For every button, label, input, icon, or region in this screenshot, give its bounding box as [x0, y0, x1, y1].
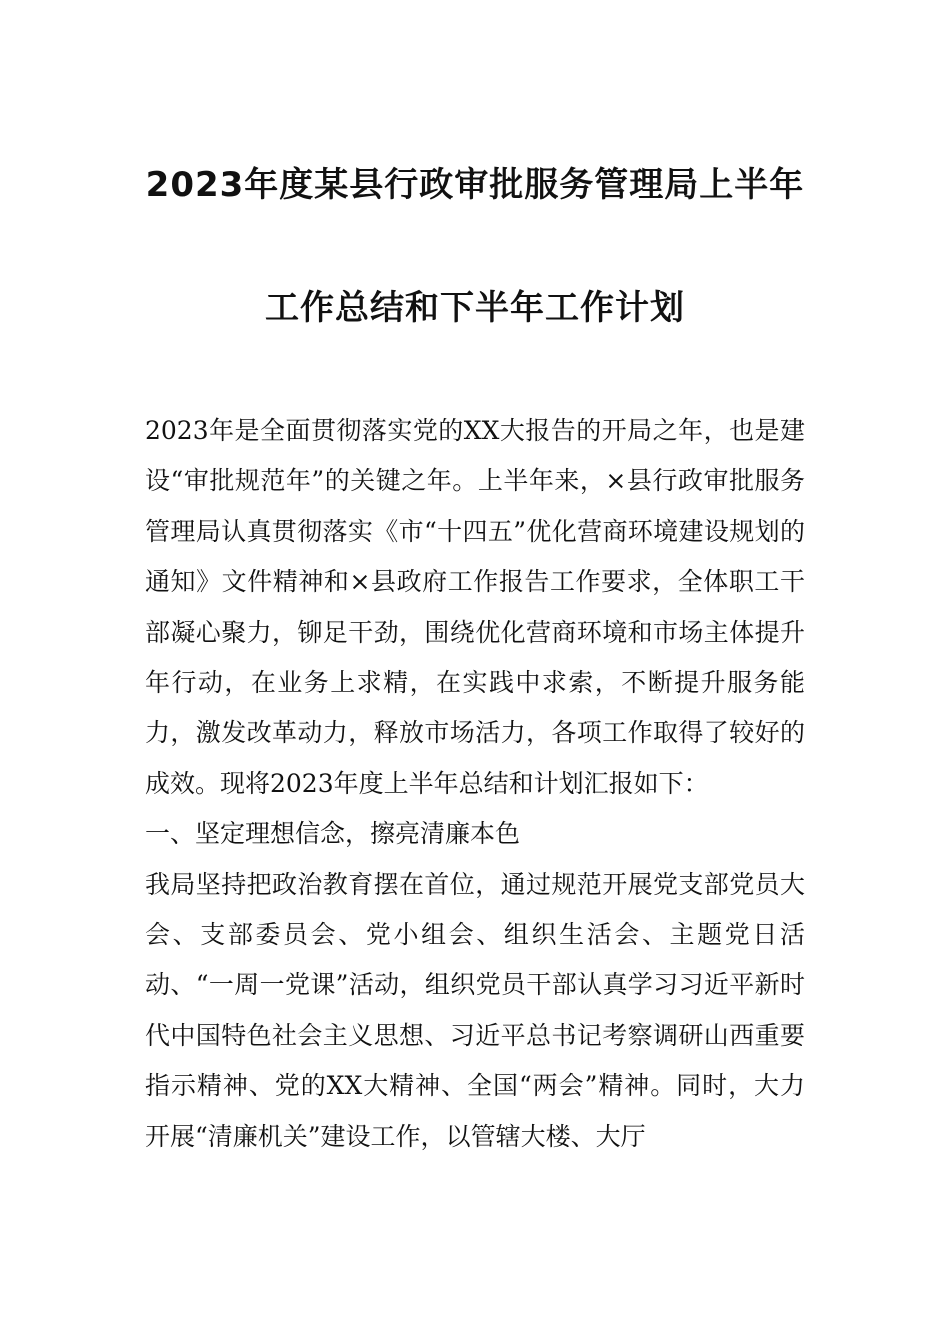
section-1-paragraph: 我局坚持把政治教育摆在首位，通过规范开展党支部党员大会、支部委员会、党小组会、组织生活会、主题党日活动、“一周一党课”活动，组织党员干部认真学习习近平新时代中国特色社会主义思想、习近平总书记考察调研山西重要指示精神、党的XX大精神、全国“两会”精神。同时，大力开展“清廉机关”建设工作，以管辖大楼、大厅 [145, 869, 805, 1151]
intro-paragraph: 2023年是全面贯彻落实党的XX大报告的开局之年，也是建设“审批规范年”的关键之年。上半年来，×县行政审批服务管理局认真贯彻落实《市“十四五”优化营商环境建设规划的通知》文件精神和×县政府工作报告工作要求，全体职工干部凝心聚力，铆足干劲，围绕优化营商环境和市场主体提升年行动，在业务上求精，在实践中求索，不断提升服务能力，激发改革动力，释放市场活力，各项工作取得了较好的成效。现将2023年度上半年总结和计划汇报如下： [145, 416, 805, 798]
document-body [145, 406, 805, 1162]
section-heading-1: 一、坚定理想信念，擦亮清廉本色 [145, 819, 521, 849]
document-title-line-1: 2023年度某县行政审批服务管理局上半年 [145, 165, 805, 205]
document-title-line-2: 工作总结和下半年工作计划 [265, 288, 685, 328]
